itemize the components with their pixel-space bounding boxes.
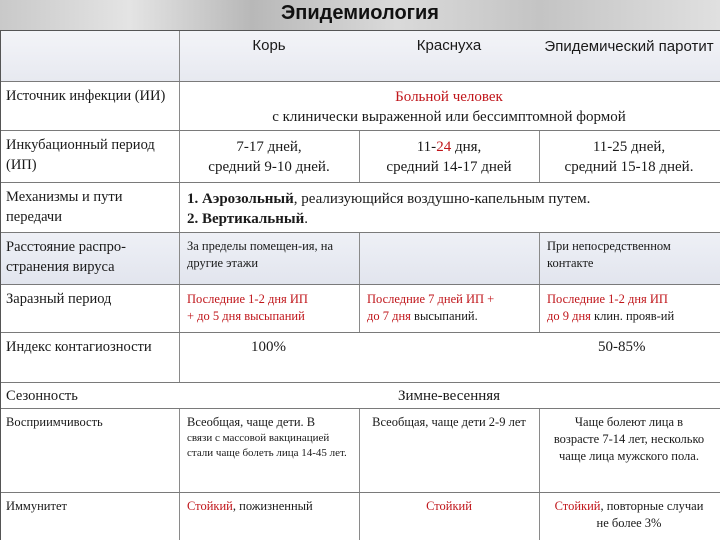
- mechanism-vertical-end: .: [304, 211, 308, 227]
- table-row-immunity: [1, 492, 720, 540]
- susceptibility-mumps: Чаще болеют лица в возрасте 7-14 лет, несколько чаще лица мужского пола.: [553, 415, 705, 463]
- incubation-rubella-mean: средний 14-17 дней: [386, 159, 512, 175]
- immunity-measles: [179, 493, 359, 540]
- incubation-mumps: [539, 131, 719, 182]
- source-value-line1: Больной человек: [395, 89, 503, 105]
- immunity-measles-stable: Стойкий: [187, 499, 233, 513]
- incubation-mumps-mean: средний 15-18 дней.: [564, 159, 694, 175]
- contagious-rubella-line1: Последние 7 дней ИП +: [367, 292, 495, 306]
- incubation-rubella-to: 24: [436, 139, 452, 155]
- incubation-rubella: [359, 131, 539, 182]
- mechanism-value: [179, 183, 719, 232]
- contagious-measles: [179, 285, 359, 332]
- row-label-contagious: Заразный период: [6, 291, 112, 307]
- contagious-measles-line1: Последние 1-2 дня ИП: [187, 292, 308, 306]
- table-row-contagious: [1, 284, 720, 332]
- mechanism-aerosol-desc: , реализующийся воздушно-капельным путем.: [293, 191, 591, 207]
- mechanism-aerosol: 1. Аэрозольный: [187, 191, 294, 207]
- row-label-incubation: Инкубационный период (ИП): [6, 137, 155, 173]
- distance-measles: За пределы помещен-ия, на другие этажи: [187, 239, 334, 270]
- distance-mumps: При непосредственном контакте: [547, 239, 671, 270]
- table-row-mechanism: [1, 182, 720, 232]
- source-value-line2: с клинически выраженной или бессимптомной формой: [272, 109, 626, 125]
- incubation-measles-mean: средний 9-10 дней.: [208, 159, 330, 175]
- season-value: Зимне-весенняя: [397, 388, 501, 404]
- header-rubella: Краснуха: [416, 37, 482, 54]
- row-label-mechanism: Механизмы и пути передачи: [6, 189, 123, 225]
- contagious-mumps-line1: Последние 1-2 дня ИП: [547, 292, 668, 306]
- susceptibility-measles-line1: Всеобщая, чаще дети. В: [187, 415, 316, 429]
- table-header-row: [1, 31, 720, 81]
- header-measles: Корь: [252, 37, 286, 54]
- contagious-measles-line2: + до 5 дня высыпаний: [187, 309, 305, 323]
- page-title: Эпидемиология: [281, 2, 439, 24]
- row-label-source: Источник инфекции (ИИ): [6, 88, 166, 104]
- incubation-measles: [179, 131, 359, 182]
- immunity-mumps-rest: , повторные случаи не более 3%: [596, 499, 704, 530]
- index-measles: 100%: [251, 339, 286, 355]
- mechanism-vertical: 2. Вертикальный: [187, 211, 305, 227]
- incubation-measles-range: 7-17 дней,: [236, 139, 302, 155]
- epidemiology-table: [0, 30, 720, 540]
- immunity-rubella: Стойкий: [426, 499, 472, 513]
- contagious-rubella: [359, 285, 539, 332]
- immunity-measles-rest: , пожизненный: [232, 499, 313, 513]
- table-row-index: [1, 332, 720, 382]
- index-mumps: 50-85%: [598, 339, 646, 355]
- header-mumps: Эпидемический паротит: [544, 38, 714, 55]
- immunity-mumps-stable: Стойкий: [554, 499, 601, 513]
- contagious-mumps: [539, 285, 719, 332]
- contagious-mumps-day: до 9 дня: [547, 309, 591, 323]
- table-row-source: [1, 81, 720, 130]
- incubation-mumps-range: 11-25 дней,: [592, 139, 666, 155]
- susceptibility-rubella: Всеобщая, чаще дети 2-9 лет: [372, 415, 526, 429]
- immunity-mumps: [539, 493, 719, 540]
- contagious-rubella-day: до 7 дня: [367, 309, 411, 323]
- row-label-distance: Расстояние распро-странения вируса: [6, 239, 126, 275]
- contagious-rubella-rest: высыпаний.: [410, 309, 478, 323]
- table-row-incubation: [1, 130, 720, 182]
- table-row-distance: [1, 232, 720, 284]
- incubation-rubella-from: 11-: [416, 139, 437, 155]
- incubation-rubella-unit: дня,: [451, 139, 482, 155]
- row-label-season: Сезонность: [6, 388, 78, 404]
- contagious-mumps-rest: клин. прояв-ий: [590, 309, 675, 323]
- row-label-susceptibility: Восприимчивость: [6, 415, 103, 429]
- row-label-index: Индекс контагиозности: [6, 339, 152, 355]
- table-row-season: [1, 382, 720, 408]
- table-row-susceptibility: [1, 408, 720, 492]
- susceptibility-measles: [179, 409, 359, 492]
- susceptibility-measles-line2: связи с массовой вакцинацией стали чаще болеть лица 14-45 лет.: [187, 432, 347, 459]
- row-label-immunity: Иммунитет: [6, 499, 67, 513]
